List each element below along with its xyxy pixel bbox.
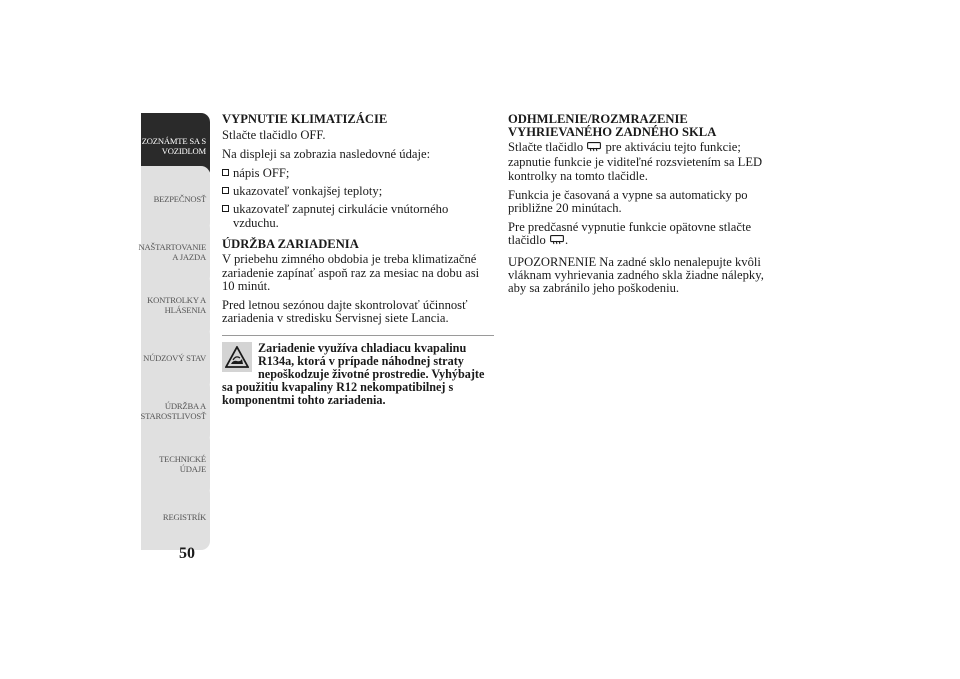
paragraph: Pred letnou sezónou dajte skontrolovať účinnosť zariadenia v stredisku Servisnej siete Lancia. bbox=[222, 298, 468, 326]
heading-udrzba-zariadenia: ÚDRŽBA ZARIADENIA bbox=[222, 236, 359, 251]
paragraph-text: Pre predčasné vypnutie funkcie opätovne stlačte tlačidlo bbox=[508, 220, 752, 248]
heading-vypnutie-klimatizacie: VYPNUTIE KLIMATIZÁCIE bbox=[222, 112, 388, 126]
rear-defrost-icon bbox=[587, 142, 601, 156]
tab-label: REGISTRÍK bbox=[162, 512, 206, 522]
paragraph: Stlačte tlačidlo OFF. bbox=[222, 127, 326, 142]
left-column bbox=[222, 113, 494, 406]
warning-text: Zariadenie využíva chladiacu kvapalinu R134a, ktorá v prípade náhodnej straty nepoškodzuje životné prostredie. Vyhýbajte sa použitiu kvapaliny R12 nekompatibilnej s komponentmi tohto zariadenia. bbox=[222, 341, 485, 407]
paragraph-upozornenie: UPOZORNENIE Na zadné sklo nenalepujte kvôli vláknam vyhrievania zadného skla žiadne nálepky, aby sa zabránilo jeho poškodeniu. bbox=[508, 254, 764, 296]
warning-box bbox=[222, 335, 494, 406]
checklist bbox=[222, 167, 494, 230]
checkbox-bullet-icon bbox=[222, 205, 229, 212]
rear-defrost-icon bbox=[550, 235, 564, 249]
checkbox-bullet-icon bbox=[222, 169, 229, 176]
list-item-text: nápis OFF; bbox=[233, 166, 290, 180]
paragraph: Na displeji sa zobrazia nasledovné údaje: bbox=[222, 146, 431, 161]
list-item-text: ukazovateľ zapnutej cirkulácie vnútorného vzduchu. bbox=[233, 202, 449, 230]
tab-label: ÚDRŽBA A STAROSTLIVOSŤ bbox=[140, 401, 206, 421]
list-item bbox=[222, 167, 494, 180]
page-number: 50 bbox=[179, 545, 195, 562]
environment-warning-icon bbox=[222, 342, 252, 372]
tab-label: ZOZNÁMTE SA S VOZIDLOM bbox=[141, 136, 206, 156]
paragraph-text: Stlačte tlačidlo bbox=[508, 140, 584, 155]
tab-label: BEZPEČNOSŤ bbox=[153, 194, 206, 204]
list-item bbox=[222, 203, 494, 229]
checkbox-bullet-icon bbox=[222, 187, 229, 194]
paragraph-text: . bbox=[564, 233, 569, 248]
right-column bbox=[508, 113, 780, 301]
tab-label: TECHNICKÉ ÚDAJE bbox=[159, 454, 206, 474]
paragraph-text: pre aktiváciu tejto funkcie; zapnutie funkcie je viditeľné rozsvietením sa LED kontrolky na tomto tlačidle. bbox=[508, 140, 763, 183]
paragraph bbox=[508, 141, 780, 183]
list-item bbox=[222, 185, 494, 198]
tab-label: NAŠTARTOVANIE A JAZDA bbox=[138, 242, 206, 262]
list-item-text: ukazovateľ vonkajšej teploty; bbox=[233, 184, 383, 199]
tab-registrik[interactable] bbox=[141, 484, 210, 550]
heading-odhmlenie-rozmrazenie: ODHMLENIE/ROZMRAZENIE VYHRIEVANÉHO ZADNÉHO SKLA bbox=[508, 112, 717, 139]
tab-label: NÚDZOVÝ STAV bbox=[143, 353, 206, 363]
paragraph: Funkcia je časovaná a vypne sa automaticky po približne 20 minútach. bbox=[508, 187, 748, 215]
paragraph bbox=[508, 221, 780, 249]
tab-label: KONTROLKY A HLÁSENIA bbox=[147, 295, 206, 315]
paragraph: V priebehu zimného obdobia je treba klimatizačné zariadenie zapínať aspoň raz za mesiac na dobu asi 10 minút. bbox=[222, 252, 480, 293]
